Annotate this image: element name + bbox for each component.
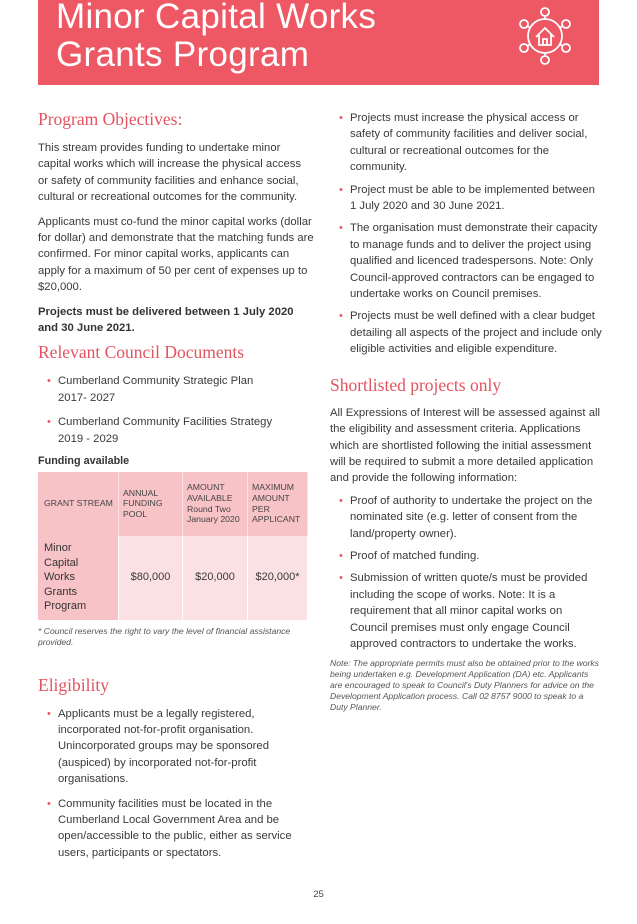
house-network-icon [513,4,577,68]
page-number: 25 [313,889,324,900]
cell-max: $20,000* [248,536,308,620]
list-item: • Cumberland Community Facilities Strategy 2019 - 2029 [47,416,273,445]
list-item: • Projects must be well defined with a clear budget detailing all aspects of the project and include only eligible activities and eligible expenditure. [339,310,602,356]
header-max-amount: MAXIMUM AMOUNT PER APPLICANT [248,472,308,536]
header-round: Round Two January 2020 [187,503,240,525]
cell-stream: Minor Capital Works Grants Program [38,536,119,620]
objectives-heading: Program Objectives: [38,109,183,129]
header-amount-available: AMOUNT AVAILABLE Round Two January 2020 [183,472,248,536]
title-line-1: Minor Capital Works [56,0,377,36]
shortlisted-heading: Shortlisted projects only [330,374,502,395]
delivery-dates: Projects must be delivered between 1 July 2020 and 30 June 2021. [38,305,294,335]
right-column [330,110,602,713]
document-years: 2017- 2027 [58,391,116,404]
cell-available: $20,000 [183,536,248,620]
cell-pool: $80,000 [119,536,183,620]
left-column [38,108,314,861]
list-item: • Projects must increase the physical access or safety of community facilities and deliver social, cultural or recreational outcomes for the community. [339,112,588,174]
title-line-2: Grants Program [56,35,310,74]
document-years: 2019 - 2029 [58,432,119,445]
list-item: • Community facilities must be located in the Cumberland Local Government Area and be open/accessible to the public, either as service users, participants or spectators. [47,797,292,859]
documents-heading: Relevant Council Documents [38,342,245,363]
table-header-row [38,472,308,536]
page-header [38,0,599,85]
header-annual-pool: ANNUAL FUNDING POOL [119,472,183,536]
document-title: Cumberland Community Strategic Plan [58,375,254,388]
document-title: Cumberland Community Facilities Strategy [58,416,273,429]
permits-note: Note: The appropriate permits must also be obtained prior to the works being undertaken e.g. Development Application (DA) etc. Applicants are encouraged to speak to Council's Duty Planners for advice on the Development Application process. Call 02 8757 9000 to speak to a Duty Planner. [330,658,599,713]
list-item: • Submission of written quote/s must be provided including the scope of works. Note: It is a requirement that all minor capital works on Council premises must only engage Council approved contractors to undertake the works. [339,572,588,650]
list-item: • Applicants must be a legally registered, incorporated not-for-profit organisation. Unincorporated groups may be sponsored (auspiced) by incorporated not-for-profit organisations. [47,707,270,786]
eligibility-list [38,706,314,862]
page-title [56,0,376,74]
objectives-para-1: This stream provides funding to undertake minor capital works which will increase the physical access or safety of community facilities and enhance social, cultural or recreational outcomes for the community. [38,142,302,204]
eligibility-heading: Eligibility [38,674,109,695]
list-item: • Project must be able to be implemented between 1 July 2020 and 30 June 2021. [339,183,595,213]
funding-note: * Council reserves the right to vary the level of financial assistance provided. [38,625,291,647]
criteria-list [330,110,602,358]
list-item: • The organisation must demonstrate their capacity to manage funds and to deliver the project using qualified and licenced tradespersons. Note: Only Council-approved contractors can be engaged to undertake works on Council premises. [339,222,598,301]
list-item: • Cumberland Community Strategic Plan 2017- 2027 [47,375,254,404]
documents-list [38,373,314,447]
funding-label: Funding available [38,455,130,468]
shortlisted-para: All Expressions of Interest will be assessed against all the eligibility and assessment criteria. Applications which are shortlisted following the initial assessment will be required to submit a more detailed application and provide the following information: [330,406,601,485]
shortlisted-list [330,493,602,653]
header-grant-stream: GRANT STREAM [38,472,119,536]
funding-table [38,472,308,620]
list-item: • Proof of authority to undertake the project on the nominated site (e.g. letter of consent from the land/property owner). [339,494,593,540]
objectives-para-2: Applicants must co-fund the minor capital works (dollar for dollar) and demonstrate that the matching funds are confirmed. For minor capital works, applicants can apply for a maximum of 50 per cent of expenses up to $20,000. [38,215,314,294]
table-row [38,536,308,620]
list-item: • Proof of matched funding. [339,549,480,562]
